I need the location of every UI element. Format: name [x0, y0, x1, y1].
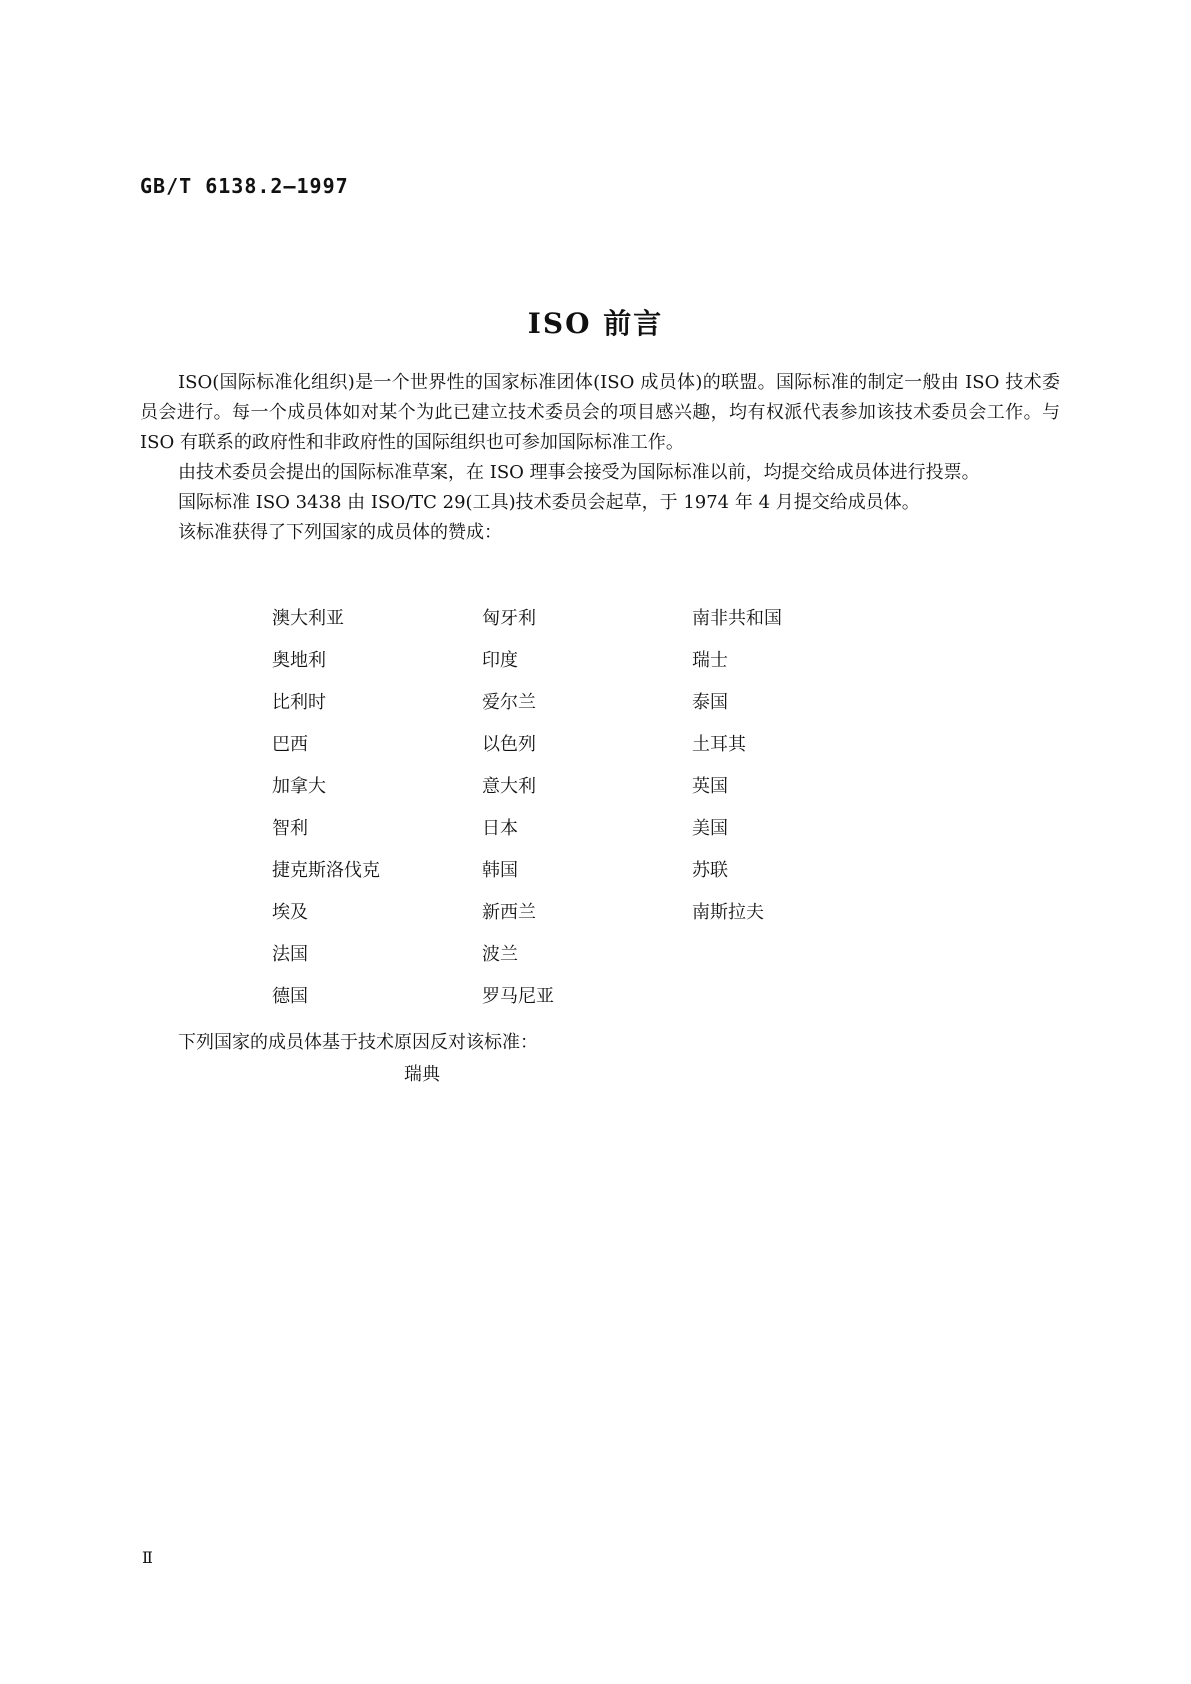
list-item: 日本: [482, 818, 518, 839]
list-item: 南非共和国: [692, 608, 782, 629]
list-item: 瑞士: [692, 650, 728, 671]
list-item: 埃及: [272, 902, 308, 923]
paragraph-draft-voting: 由技术委员会提出的国际标准草案，在 ISO 理事会接受为国际标准以前，均提交给成员体进行投票。: [178, 462, 980, 483]
list-item: 智利: [272, 818, 308, 839]
page-title: ISO 前言: [527, 307, 664, 340]
list-item: 德国: [272, 986, 308, 1007]
list-item: 美国: [692, 818, 728, 839]
list-item: 泰国: [692, 692, 728, 713]
list-item: 巴西: [272, 734, 308, 755]
list-item: 法国: [272, 944, 308, 965]
paragraph-iso-3438: 国际标准 ISO 3438 由 ISO/TC 29(工具)技术委员会起草，于 1974 年 4 月提交给成员体。: [178, 492, 920, 513]
opposing-country: 瑞典: [404, 1064, 440, 1085]
list-item: 比利时: [272, 692, 326, 713]
list-item: 土耳其: [692, 734, 746, 755]
list-item: 苏联: [692, 860, 728, 881]
list-item: 韩国: [482, 860, 518, 881]
list-item: 奥地利: [272, 650, 326, 671]
list-item: 印度: [482, 650, 518, 671]
list-item: 罗马尼亚: [482, 986, 554, 1007]
list-item: 匈牙利: [482, 608, 536, 629]
list-item: 新西兰: [482, 902, 536, 923]
list-item: 南斯拉夫: [692, 902, 764, 923]
page-number: Ⅱ: [142, 1548, 153, 1567]
foreword-body: [140, 368, 1060, 548]
list-item: 澳大利亚: [272, 608, 344, 629]
list-item: 捷克斯洛伐克: [272, 860, 380, 881]
list-item: 英国: [692, 776, 728, 797]
list-item: 爱尔兰: [482, 692, 536, 713]
country-column-3: [692, 598, 892, 1018]
list-item: 以色列: [482, 734, 536, 755]
approving-countries-list: [272, 598, 892, 1018]
country-column-2: [482, 598, 692, 1018]
opposition-statement: 下列国家的成员体基于技术原因反对该标准：: [178, 1032, 538, 1053]
country-column-1: [272, 598, 482, 1018]
standard-code: GB/T 6138.2—1997: [140, 174, 349, 198]
list-item: 加拿大: [272, 776, 326, 797]
paragraph-iso-intro: ISO(国际标准化组织)是一个世界性的国家标准团体(ISO 成员体)的联盟。国际标准的制定一般由 ISO 技术委员会进行。每一个成员体如对某个为此已建立技术委员会的项目感兴趣，均有权派代表参加该技术委员会工作。与 ISO 有联系的政府性和非政府性的国际组织也可参加国际标准工作。: [140, 372, 1060, 453]
list-item: 意大利: [482, 776, 536, 797]
list-item: 波兰: [482, 944, 518, 965]
paragraph-approval-intro: 该标准获得了下列国家的成员体的赞成：: [178, 522, 502, 543]
